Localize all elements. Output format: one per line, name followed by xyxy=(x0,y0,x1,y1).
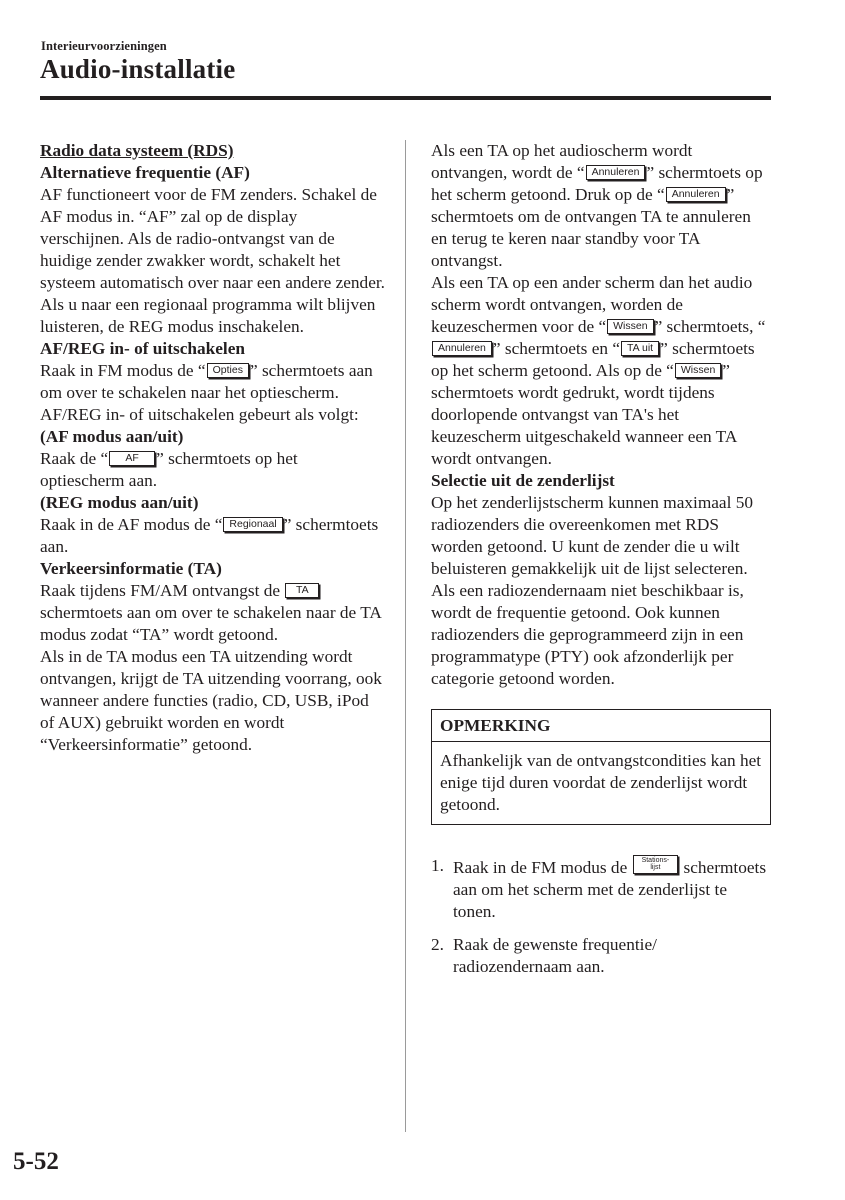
wissen-key: Wissen xyxy=(607,319,653,334)
step-number: 2. xyxy=(431,935,444,954)
reg-mode-heading: (REG modus aan/uit) xyxy=(40,493,199,512)
annuleren-key: Annuleren xyxy=(666,187,726,202)
selection-paragraph: Op het zenderlijstscherm kunnen maximaal 50 radiozenders die overeenkomen met RDS worden getoond. U kunt de zender die u wilt beluisteren gemakkelijk uit de lijst selecteren. Als een radiozendernaam niet beschikbaar is, wordt de frequentie getoond. Ook kunnen radiozenders die geprogrammeerd zijn in een programmatype (PTY) ook afzonderlijk per categorie getoond worden. xyxy=(431,493,754,688)
af-key: AF xyxy=(109,451,155,466)
ta-other-screen-paragraph: Als een TA op een ander scherm dan het audio scherm wordt ontvangen, worden de keuzeschermen voor de “ Wissen ” schermtoets, “Annuleren ” schermtoets en “ TA uit ” schermtoets op het scherm getoond. Als op de “ Wissen ” schermtoets wordt gedrukt, wordt tijdens doorlopende ontvangst van TA's het keuzescherm uitgeschakeld wanneer een TA wordt ontvangen. xyxy=(431,273,766,468)
right-column xyxy=(431,140,771,989)
note-heading: OPMERKING xyxy=(432,710,770,742)
ta-uit-key: TA uit xyxy=(621,341,659,356)
title-rule xyxy=(40,96,771,100)
opties-key: Opties xyxy=(207,363,249,378)
af-paragraph: AF functioneert voor de FM zenders. Schakel de AF modus in. “AF” zal op de display verschijnen. Als de radio-ontvangst van de huidige zender zwakker wordt, schakelt het systeem automatisch over naar een andere zender. xyxy=(40,185,385,292)
wissen-key: Wissen xyxy=(675,363,721,378)
note-box xyxy=(431,709,771,825)
ta-audio-paragraph: Als een TA op het audioscherm wordt ontvangen, wordt de “ Annuleren ” schermtoets op het scherm getoond. Druk op de “ Annuleren ” schermtoets om de ontvangen TA te annuleren en terug te keren naar standby voor TA ontvangst. xyxy=(431,141,763,270)
af-paragraph-2: Als u naar een regionaal programma wilt blijven luisteren, de REG modus inschakelen. xyxy=(40,295,376,336)
afreg-heading: AF/REG in- of uitschakelen xyxy=(40,339,245,358)
ta-paragraph-2: Als in de TA modus een TA uitzending wordt ontvangen, krijgt de TA uitzending voorrang, ook wanneer andere functies (radio, CD, USB, iPod of AUX) gebruikt worden en wordt “Verkeersinformatie” getoond. xyxy=(40,647,382,754)
note-text: Afhankelijk van de ontvangstcondities kan het enige tijd duren voordat de zenderlijst wordt getoond. xyxy=(440,751,762,814)
steps-list xyxy=(431,855,771,978)
step-text: Raak in de FM modus de Stations- lijst schermtoets aan om het scherm met de zenderlijst te tonen. xyxy=(453,857,767,921)
list-item xyxy=(431,934,771,978)
stationslijst-key: Stations- lijst xyxy=(633,855,679,874)
column-divider xyxy=(405,140,406,1132)
page-title: Audio-installatie xyxy=(40,54,236,84)
annuleren-key: Annuleren xyxy=(432,341,492,356)
af-mode-paragraph: Raak de “ AF ” schermtoets op het optiescherm aan. xyxy=(40,449,298,490)
afreg-paragraph: Raak in FM modus de “ Opties ” schermtoets aan om over te schakelen naar het optiescherm. AF/REG in- of uitschakelen gebeurt als volgt: xyxy=(40,361,373,424)
ta-key: TA xyxy=(285,583,319,598)
page-number: 5-52 xyxy=(13,1148,59,1175)
rds-heading: Radio data systeem (RDS) xyxy=(40,141,234,160)
regionaal-key: Regionaal xyxy=(223,517,282,532)
af-heading: Alternatieve frequentie (AF) xyxy=(40,163,250,182)
left-column xyxy=(40,140,385,756)
section-label: Interieurvoorzieningen xyxy=(41,39,167,53)
step-text: Raak de gewenste frequentie/ radiozendernaam aan. xyxy=(453,935,657,976)
ta-paragraph: Raak tijdens FM/AM ontvangst de TA schermtoets aan om over te schakelen naar de TA modus zodat “TA” wordt getoond. xyxy=(40,581,381,644)
reg-mode-paragraph: Raak in de AF modus de “ Regionaal ” schermtoets aan. xyxy=(40,515,379,556)
ta-heading: Verkeersinformatie (TA) xyxy=(40,559,222,578)
annuleren-key: Annuleren xyxy=(586,165,646,180)
af-mode-heading: (AF modus aan/uit) xyxy=(40,427,184,446)
step-number: 1. xyxy=(431,856,444,875)
list-item xyxy=(431,855,771,923)
selection-heading: Selectie uit de zenderlijst xyxy=(431,471,615,490)
